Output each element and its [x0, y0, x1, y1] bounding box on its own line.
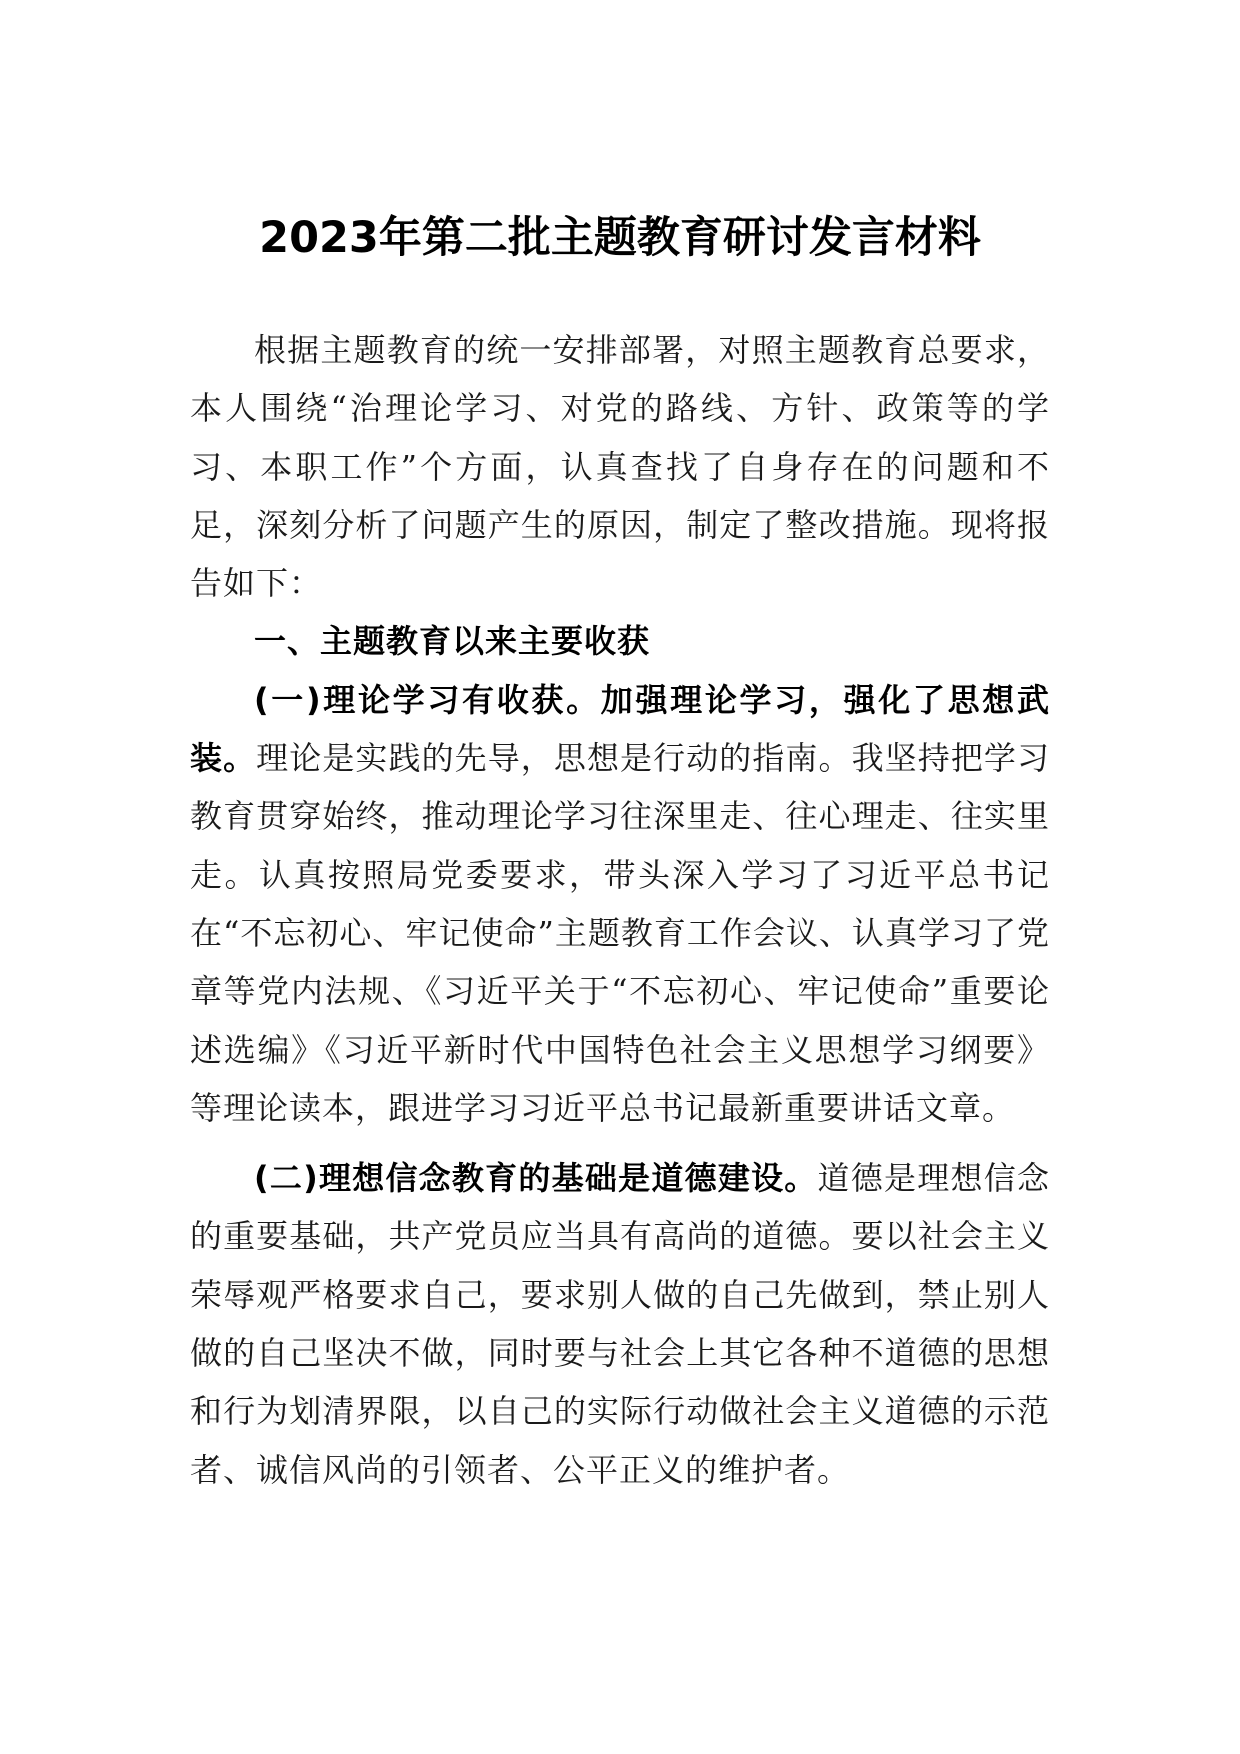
- subsection-2-body: 道德是理想信念的重要基础，共产党员应当具有高尚的道德。要以社会主义荣辱观严格要求自己，要求别人做的自己先做到，禁止别人做的自己坚决不做，同时要与社会上其它各种不道德的思想和行为划清界限，以自己的实际行动做社会主义道德的示范者、诚信风尚的引领者、公平正义的维护者。: [190, 1159, 1050, 1489]
- document-body: [190, 321, 1050, 1499]
- document-title: 2023年第二批主题教育研讨发言材料: [259, 213, 981, 263]
- intro-paragraph: 根据主题教育的统一安排部署，对照主题教育总要求，本人围绕“治理论学习、对党的路线、方针、政策等的学习、本职工作”个方面，认真查找了自身存在的问题和不足，深刻分析了问题产生的原因，制定了整改措施。现将报告如下：: [190, 331, 1050, 603]
- subsection-2-paragraph: [190, 1149, 1050, 1499]
- subsection-1-body: 理论是实践的先导，思想是行动的指南。我坚持把学习教育贯穿始终，推动理论学习往深里走、往心理走、往实里走。认真按照局党委要求，带头深入学习了习近平总书记在“不忘初心、牢记使命”主题教育工作会议、认真学习了党章等党内法规、《习近平关于“不忘初心、牢记使命”重要论述选编》《习近平新时代中国特色社会主义思想学习纲要》等理论读本，跟进学习习近平总书记最新重要讲话文章。: [190, 739, 1050, 1127]
- section-heading: 一、主题教育以来主要收获: [254, 622, 651, 661]
- subsection-1-paragraph: [190, 671, 1050, 1137]
- subsection-1-lead: (一)理论学习有收获。加强理论学习，强化了思想武装。: [190, 680, 1050, 778]
- subsection-2-lead: (二)理想信念教育的基础是道德建设。: [254, 1159, 818, 1198]
